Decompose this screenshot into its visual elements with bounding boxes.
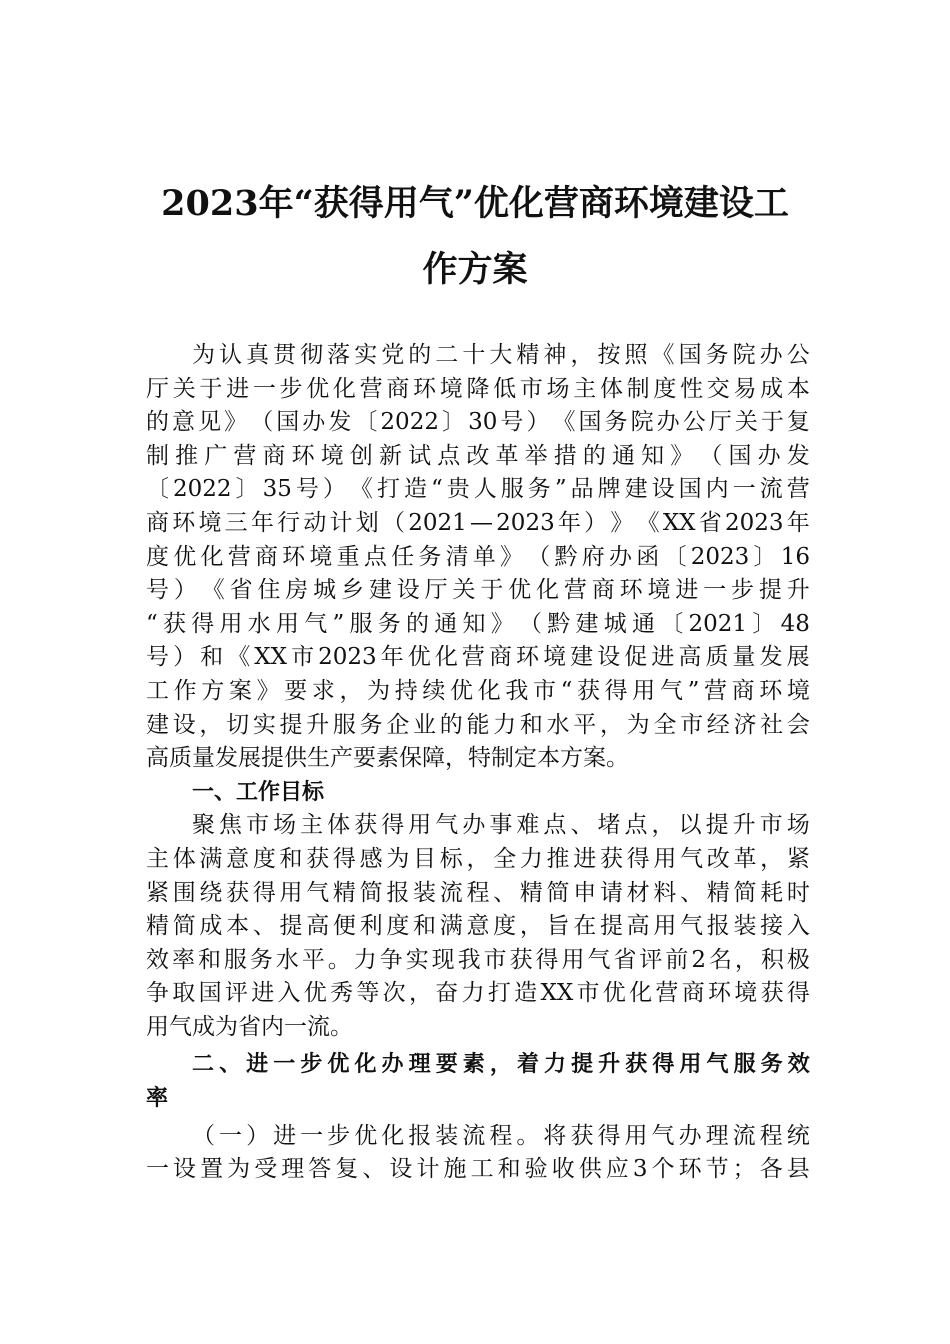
- section-heading-2: 二 、 进 一 步 优 化 办 理 要 素 ， 着 力 提 升 获 得 用 气 服 务 效: [192, 1052, 810, 1078]
- section1-line: 聚 焦 市 场 主 体 获 得 用 气 办 事 难 点 、 堵 点 ， 以 提 升 市 场: [192, 812, 810, 839]
- section1-line: 争 取 国 评 进 入 优 秀 等 次 ， 奋 力 打 造 XX 市 优 化 营 商 环 境 获 得: [146, 980, 810, 1007]
- section1-line: 紧 围 绕 获 得 用 气 精 简 报 装 流 程 、 精 简 申 请 材 料 、 精 简 耗 时: [146, 879, 810, 906]
- intro-line: 〔 2022 〕 35 号 ） 《 打 造 “ 贵 人 服 务 ” 品 牌 建 设 国 内 一 流 营: [146, 476, 810, 503]
- intro-line: 为 认 真 贯 彻 落 实 党 的 二 十 大 精 神 ， 按 照 《 国 务 院 办 公: [192, 342, 810, 368]
- intro-line: 建 设 ， 切 实 提 升 服 务 企 业 的 能 力 和 水 平 ， 为 全 市 经 济 社 会: [146, 711, 810, 738]
- intro-line: 度 优 化 营 商 环 境 重 点 任 务 清 单 》 （ 黔 府 办 函 〔 2023 〕 16: [146, 543, 810, 570]
- intro-line: 的 意 见 》 （ 国 办 发 〔 2022 〕 30 号 ） 《 国 务 院 办 公 厅 关 于 复: [146, 409, 810, 436]
- section1-line: 主 体 满 意 度 和 获 得 感 为 目 标 ， 全 力 推 进 获 得 用 气 改 革 ， 紧: [146, 845, 810, 872]
- section2-line: 一 设 置 为 受 理 答 复 、 设 计 施 工 和 验 收 供 应 3 个 环 节 ； 各 县: [146, 1156, 810, 1183]
- document-body: [146, 339, 810, 1187]
- intro-line: 号 ） 和 《 XX 市 2023 年 优 化 营 商 环 境 建 设 促 进 高 质 量 发 展: [146, 644, 810, 671]
- intro-line: 号 ） 《 省 住 房 城 乡 建 设 厅 关 于 优 化 营 商 环 境 进 一 步 提 升: [146, 577, 810, 604]
- document-title-line-1: 2023年“获得用气”优化营商环境建设工: [161, 183, 789, 224]
- intro-line: “ 获 得 用 水 用 气 ” 服 务 的 通 知 》 （ 黔 建 城 通 〔 2021 〕 48: [146, 610, 810, 637]
- section1-line: 精 简 成 本 、 提 高 便 利 度 和 满 意 度 ， 旨 在 提 高 用 气 报 装 接 入: [146, 913, 810, 940]
- intro-line: 制 推 广 营 商 环 境 创 新 试 点 改 革 举 措 的 通 知 》 （ 国 办 发: [146, 442, 810, 469]
- intro-line: 高质量发展提供生产要素保障，特制定本方案。: [146, 745, 629, 772]
- section-heading-2-end: 率: [146, 1086, 169, 1112]
- intro-line: 厅 关 于 进 一 步 优 化 营 商 环 境 降 低 市 场 主 体 制 度 性 交 易 成 本: [146, 375, 810, 402]
- intro-line: 工 作 方 案 》 要 求 ， 为 持 续 优 化 我 市 “ 获 得 用 气 ” 营 商 环 境: [146, 677, 810, 704]
- intro-line: 商 环 境 三 年 行 动 计 划 （ 2021 — 2023 年 ） 》 《 XX 省 2023 年: [146, 509, 810, 536]
- section-heading-1: 一、工作目标: [192, 779, 325, 805]
- section1-line: 用气成为省内一流。: [146, 1013, 353, 1040]
- section1-line: 效 率 和 服 务 水 平 。 力 争 实 现 我 市 获 得 用 气 省 评 前 2 名 ， 积 极: [146, 946, 810, 973]
- document-title-line-2: 作方案: [422, 249, 528, 290]
- section2-line: （ 一 ） 进 一 步 优 化 报 装 流 程 。 将 获 得 用 气 办 理 流 程 统: [192, 1122, 810, 1149]
